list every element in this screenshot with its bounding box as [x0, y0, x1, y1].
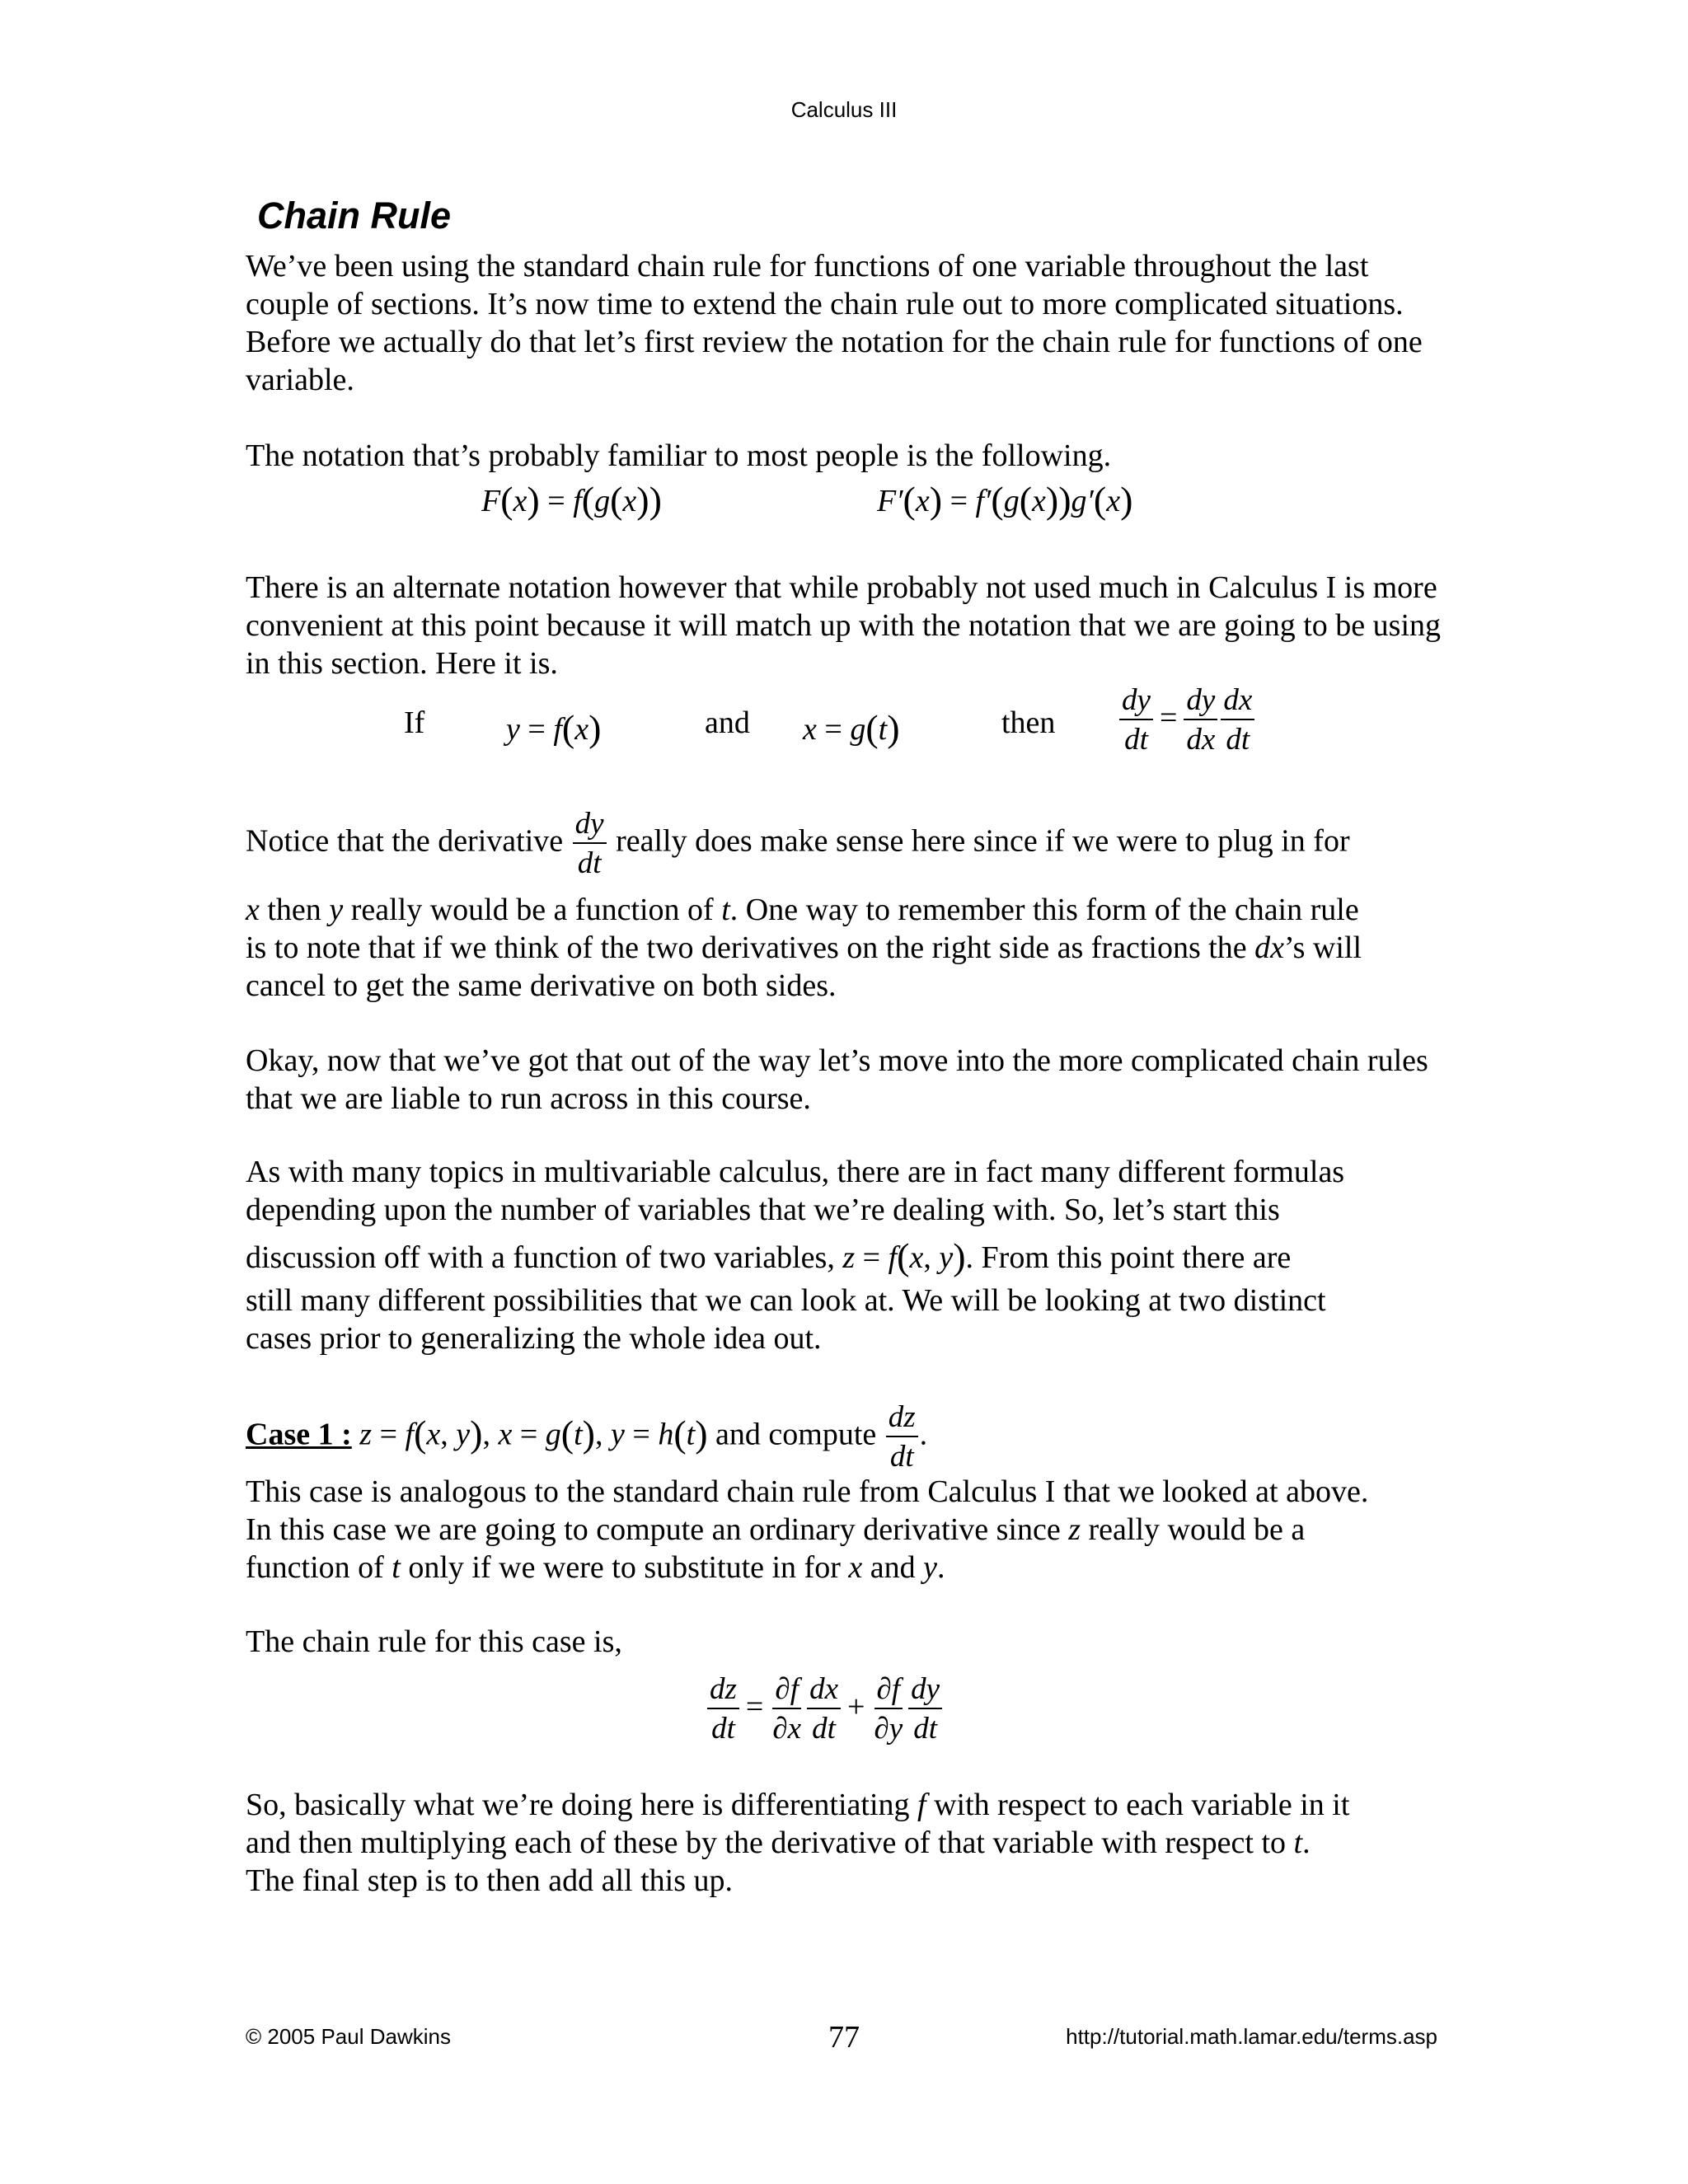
section-title: Chain Rule: [257, 194, 452, 237]
equation-y-of-x: y = f(x): [506, 707, 602, 749]
intro-paragraph: We’ve been using the standard chain rule for functions of one variable throughout the last couple of sections. It’s now time to extend the chain rule out to more complicated situations. Before we actually do that let’s first review the notation for the chain rule for functions of one variable.: [246, 249, 1423, 397]
page-number: 77: [828, 2020, 860, 2055]
summary-line-3: The final step is to then add all this up.: [246, 1863, 734, 1898]
notation-intro: The notation that’s probably familiar to most people is the following.: [246, 438, 1112, 473]
alt-and: and: [705, 705, 750, 740]
case-1-line-3: function of t only if we were to substitute in for x and y.: [246, 1550, 945, 1585]
case-1-line-2: In this case we are going to compute an ordinary derivative since z really would be a: [246, 1512, 1306, 1547]
multivariable-line-2: depending upon the number of variables that we’re dealing with. So, let’s start this: [246, 1193, 1280, 1227]
footer-url[interactable]: http://tutorial.math.lamar.edu/terms.asp: [1066, 2024, 1437, 2049]
chain-rule-case-intro: The chain rule for this case is,: [246, 1624, 622, 1659]
case-1-heading: Case 1 : z = f(x, y), x = g(t), y = h(t) and compute $\frac{dz}{dt}$ .: [246, 1400, 928, 1474]
notice-line-3: is to note that if we think of the two derivatives on the right side as fractions the dx’s will: [246, 930, 1362, 965]
multivariable-line-1: As with many topics in multivariable calculus, there are in fact many different formulas: [246, 1155, 1345, 1189]
equation-x-of-t: x = g(t): [803, 707, 900, 749]
equation-chain-rule-one-var: $\frac{dy}{dt}$ = $\frac{dy}{dx}$ $\frac{dx}{dt}$: [1118, 684, 1256, 757]
multivariable-line-5: cases prior to generalizing the whole idea out.: [246, 1321, 822, 1356]
notice-line-4: cancel to get the same derivative on both sides.: [246, 968, 837, 1003]
footer-copyright: © 2005 Paul Dawkins: [246, 2024, 451, 2049]
running-header: Calculus III: [790, 97, 898, 122]
equation-composition-derivative: F′(x) = f′(g(x))g′(x): [877, 479, 1133, 521]
summary-line-1: So, basically what we’re doing here is differentiating f with respect to each variable in it: [246, 1788, 1350, 1822]
alternate-notation-paragraph: There is an alternate notation however that while probably not used much in Calculus I is more convenient at this point because it will match up with the notation that we are going to be using in this section. Here it is.: [246, 570, 1442, 681]
notice-line-1: Notice that the derivative $\frac{dy}{dt}$ really does make sense here since if we were to plug in for: [246, 807, 1350, 880]
transition-paragraph: Okay, now that we’ve got that out of the way let’s move into the more complicated chain rules that we are liable to run across in this course.: [246, 1043, 1428, 1116]
alt-then: then: [1001, 705, 1056, 740]
notice-line-2: x then y really would be a function of t. One way to remember this form of the chain rule: [246, 893, 1359, 927]
alt-if: If: [404, 705, 425, 740]
multivariable-line-3: discussion off with a function of two variables, z = f(x, y). From this point there are: [246, 1235, 1292, 1277]
case-1-line-1: This case is analogous to the standard chain rule from Calculus I that we looked at above.: [246, 1474, 1369, 1509]
equation-chain-rule-case-1: $\frac{dz}{dt}$ = $\frac{\partial f}{\partial x}$ $\frac{dx}{dt}$ + $\frac{\partial f}{\partial y}$ $\frac{dy}{dt}$: [706, 1673, 944, 1746]
equation-composition: F(x) = f(g(x)): [481, 479, 662, 521]
summary-line-2: and then multiplying each of these by the derivative of that variable with respect to t.: [246, 1825, 1311, 1860]
multivariable-line-4: still many different possibilities that we can look at. We will be looking at two distinct: [246, 1283, 1326, 1318]
